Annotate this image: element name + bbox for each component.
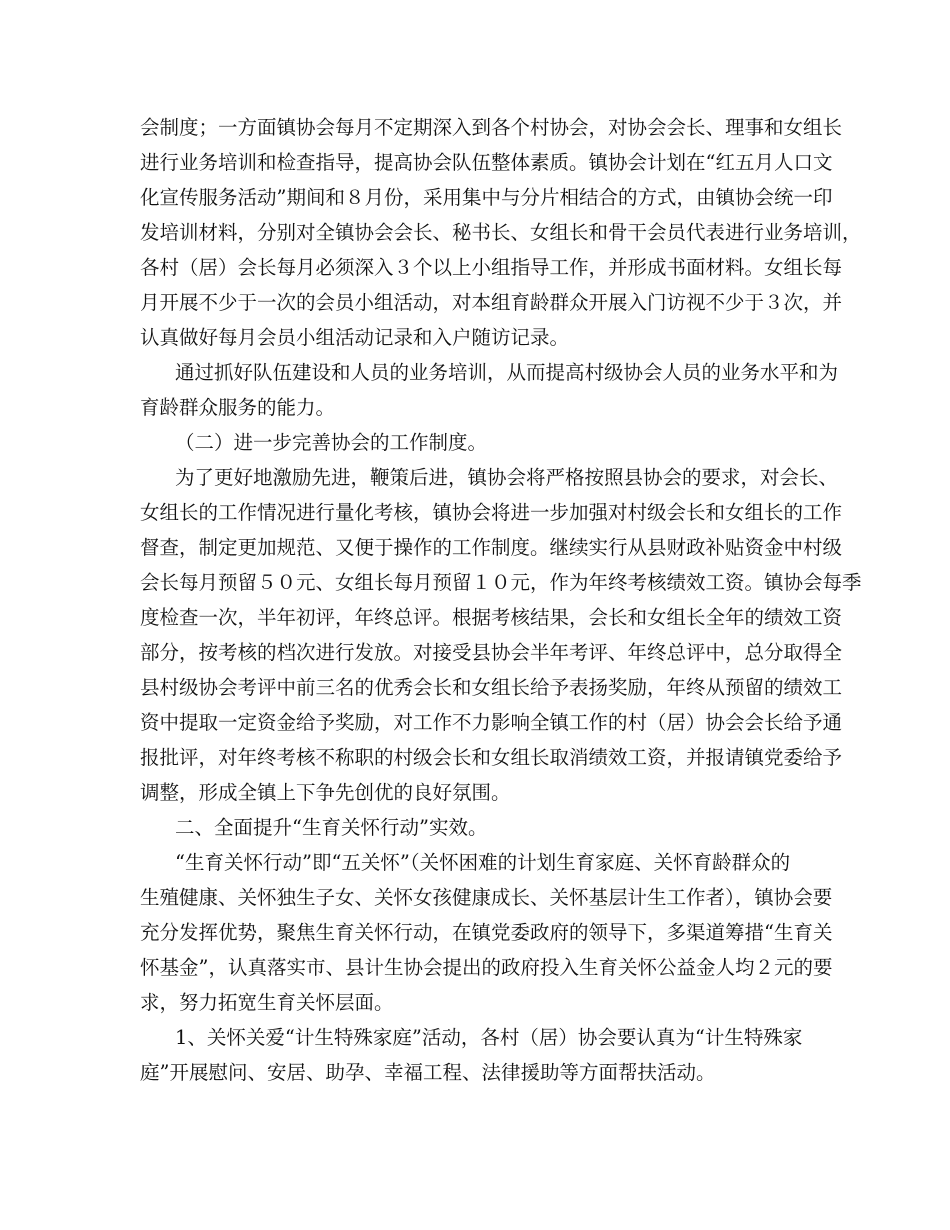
text-line: 发培训材料，分别对全镇协会会长、秘书长、女组长和骨干会员代表进行业务培训， <box>140 221 862 244</box>
text-line: 庭”开展慰问、安居、助孕、幸福工程、法律援助等方面帮扶活动。 <box>140 1061 716 1084</box>
text-line: 求，努力拓宽生育关怀层面。 <box>140 991 394 1014</box>
text-line: 为了更好地激励先进，鞭策后进，镇协会将严格按照县协会的要求，对会长、 <box>175 466 839 489</box>
text-line: 充分发挥优势，聚焦生育关怀行动，在镇党委政府的领导下，多渠道筹措“生育关 <box>140 921 833 944</box>
text-line: 生殖健康、关怀独生子女、关怀女孩健康成长、关怀基层计生工作者），镇协会要 <box>140 886 833 909</box>
text-line: 调整，形成全镇上下争先创优的良好氛围。 <box>140 781 511 804</box>
text-line: 进行业务培训和检查指导，提高协会队伍整体素质。镇协会计划在“红五月人口文 <box>140 151 833 174</box>
text-line: 化宣传服务活动”期间和８月份，采用集中与分片相结合的方式，由镇协会统一印 <box>140 186 833 209</box>
text-line: 部分，按考核的档次进行发放。对接受县协会半年考评、年终总评中，总分取得全 <box>140 641 843 664</box>
section-heading: 二、全面提升“生育关怀行动”实效。 <box>175 816 488 839</box>
text-line: 育龄群众服务的能力。 <box>140 396 336 419</box>
text-line: 各村（居）会长每月必须深入３个以上小组指导工作，并形成书面材料。女组长每 <box>140 256 843 279</box>
text-line: 报批评，对年终考核不称职的村级会长和女组长取消绩效工资，并报请镇党委给予 <box>140 746 843 769</box>
text-line: 月开展不少于一次的会员小组活动，对本组育龄群众开展入门访视不少于３次，并 <box>140 291 843 314</box>
text-line: 会长每月预留５０元、女组长每月预留１０元，作为年终考核绩效工资。镇协会每季 <box>140 571 862 594</box>
text-line: 女组长的工作情况进行量化考核，镇协会将进一步加强对村级会长和女组长的工作 <box>140 501 843 524</box>
text-line: “生育关怀行动”即“五关怀”（关怀困难的计划生育家庭、关怀育龄群众的 <box>175 851 791 874</box>
text-line: 通过抓好队伍建设和人员的业务培训，从而提高村级协会人员的业务水平和为 <box>175 361 839 384</box>
text-line: 度检查一次，半年初评，年终总评。根据考核结果，会长和女组长全年的绩效工资 <box>140 606 843 629</box>
text-line: 会制度；一方面镇协会每月不定期深入到各个村协会，对协会会长、理事和女组长 <box>140 116 843 139</box>
text-line: 怀基金”，认真落实市、县计生协会提出的政府投入生育关怀公益金人均２元的要 <box>140 956 833 979</box>
text-line: 资中提取一定资金给予奖励，对工作不力影响全镇工作的村（居）协会会长给予通 <box>140 711 843 734</box>
text-line: 督查，制定更加规范、又便于操作的工作制度。继续实行从县财政补贴资金中村级 <box>140 536 843 559</box>
text-line: 1、关怀关爱“计生特殊家庭”活动，各村（居）协会要认真为“计生特殊家 <box>175 1026 803 1049</box>
text-line: 认真做好每月会员小组活动记录和入户随访记录。 <box>140 326 570 349</box>
text-line: 县村级协会考评中前三名的优秀会长和女组长给予表扬奖励，年终从预留的绩效工 <box>140 676 843 699</box>
section-heading: （二）进一步完善协会的工作制度。 <box>175 431 488 454</box>
